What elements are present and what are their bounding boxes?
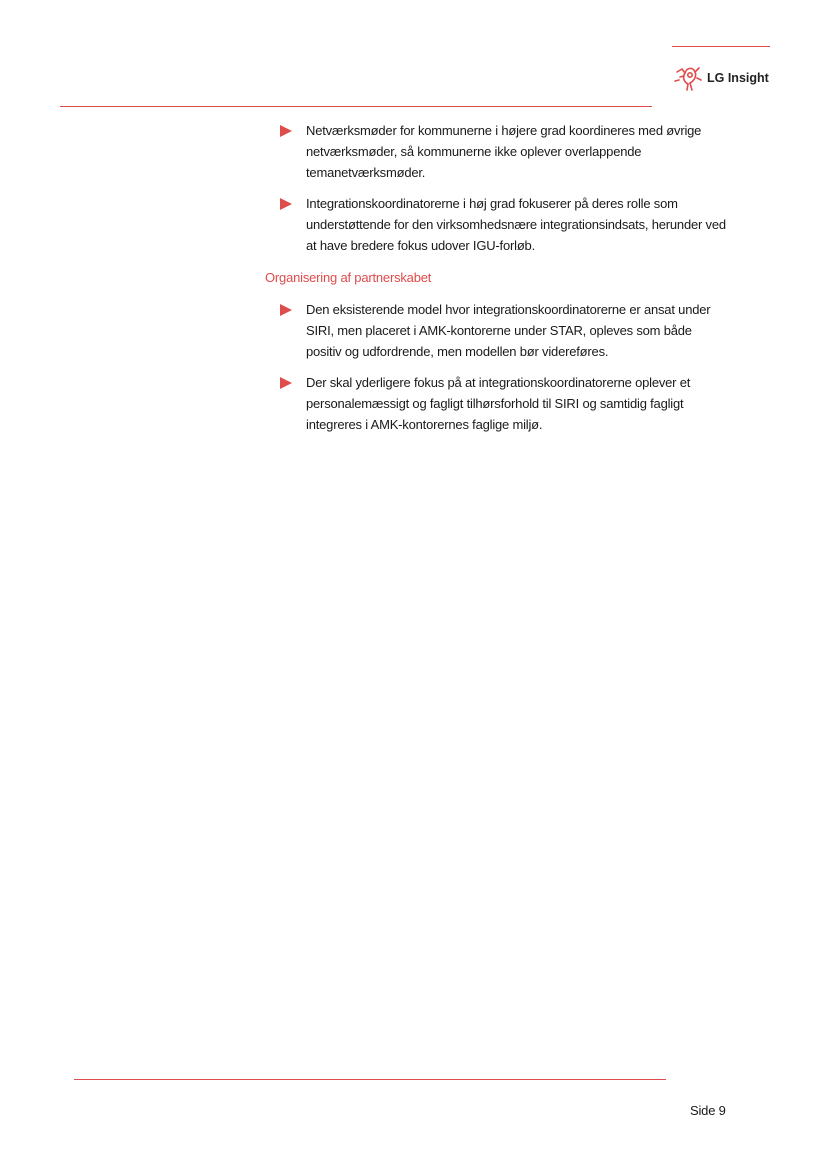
- page-number: Side 9: [690, 1103, 726, 1118]
- section-heading: Organisering af partnerskabet: [265, 270, 432, 285]
- bullet-arrow-icon: [280, 377, 292, 389]
- list-item: [280, 120, 730, 183]
- list-item-text: Netværksmøder for kommunerne i højere grad koordineres med øvrige netværksmøder, så kommunerne ikke oplever overlappende temanetværksmøder.: [306, 123, 702, 180]
- list-item: [280, 193, 730, 256]
- list-item-text: Den eksisterende model hvor integrationskoordinatorerne er ansat under SIRI, men placeret i AMK-kontorerne under STAR, opleves som både positiv og udfordrende, men modellen bør videreføres.: [306, 302, 711, 359]
- bullet-arrow-icon: [280, 198, 292, 210]
- footer-divider: [74, 1079, 666, 1080]
- list-item: [280, 372, 730, 435]
- lg-insight-figure-icon: [673, 63, 705, 93]
- bullet-list-organisation: [280, 299, 730, 445]
- header-divider: [60, 106, 652, 107]
- header-logo-rule: [672, 46, 770, 47]
- logo-text: LG Insight: [707, 71, 769, 85]
- logo: [673, 63, 773, 93]
- list-item: [280, 299, 730, 362]
- list-item-text: Der skal yderligere fokus på at integrationskoordinatorerne oplever et personalemæssigt og fagligt tilhørsforhold til SIRI og samtidig fagligt integreres i AMK-kontorernes faglige miljø.: [306, 375, 691, 432]
- bullet-arrow-icon: [280, 304, 292, 316]
- bullet-list-recommendations: [280, 120, 730, 266]
- list-item-text: Integrationskoordinatorerne i høj grad fokuserer på deres rolle som understøttende for den virksomhedsnære integrationsindsats, herunder ved at have bredere fokus udover IGU-forløb.: [306, 196, 726, 253]
- bullet-arrow-icon: [280, 125, 292, 137]
